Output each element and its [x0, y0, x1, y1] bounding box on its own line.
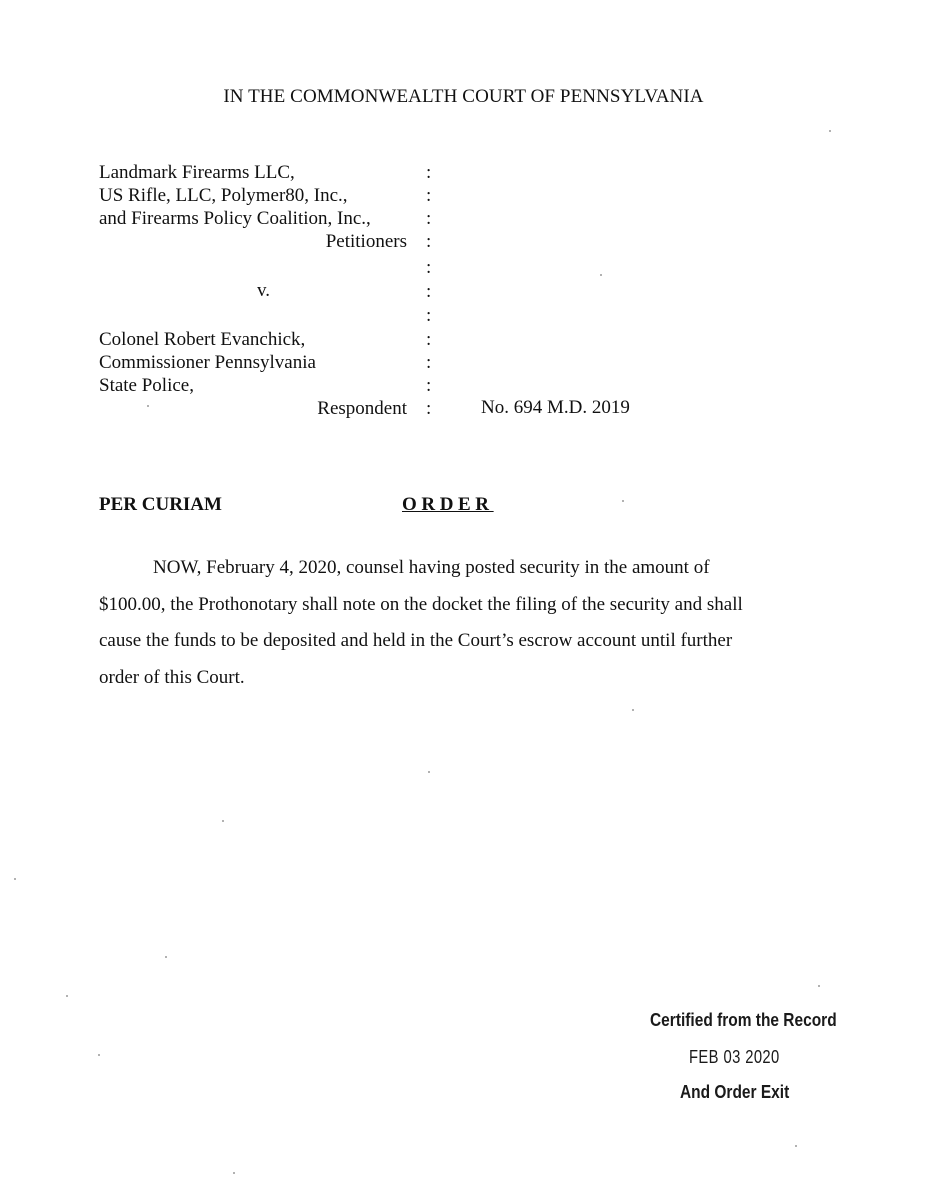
scan-speck — [818, 985, 820, 987]
caption-separator: : — [426, 281, 432, 302]
scan-speck — [147, 405, 149, 407]
scan-speck — [222, 820, 224, 822]
scan-speck — [14, 878, 16, 880]
docket-number: No. 694 M.D. 2019 — [481, 397, 630, 418]
respondent-line-3: State Police, — [99, 375, 194, 396]
petitioner-line-1: Landmark Firearms LLC, — [99, 162, 295, 183]
scan-speck — [622, 500, 624, 502]
scan-speck — [632, 709, 634, 711]
order-body-line: cause the funds to be deposited and held in the Court’s escrow account until further — [99, 630, 733, 651]
respondent-role: Respondent — [317, 398, 407, 419]
certified-stamp-date: FEB 03 2020 — [689, 1047, 780, 1067]
caption-separator: : — [426, 208, 432, 229]
caption-separator: : — [426, 375, 432, 396]
caption-separator: : — [426, 398, 432, 419]
caption-separator: : — [426, 257, 432, 278]
certified-stamp-exit: And Order Exit — [680, 1082, 790, 1102]
order-title: ORDER — [402, 494, 494, 515]
caption-separator: : — [426, 329, 432, 350]
certified-stamp-text: Certified from the Record — [650, 1010, 837, 1030]
order-body-line: $100.00, the Prothonotary shall note on the docket the filing of the security and shall — [99, 593, 743, 615]
caption-separator: : — [426, 352, 432, 373]
caption-separator: : — [426, 231, 432, 252]
petitioners-role: Petitioners — [325, 231, 407, 252]
scan-speck — [233, 1172, 235, 1174]
caption-separator: : — [426, 162, 432, 183]
order-body-line: NOW, February 4, 2020, counsel having posted security in the amount of — [153, 557, 710, 578]
petitioner-line-3: and Firearms Policy Coalition, Inc., — [99, 208, 371, 229]
scan-speck — [98, 1054, 100, 1056]
court-header: IN THE COMMONWEALTH COURT OF PENNSYLVANIA — [223, 86, 704, 107]
per-curiam-label: PER CURIAM — [99, 494, 222, 515]
scan-speck — [829, 130, 831, 132]
scan-speck — [600, 274, 602, 276]
versus: v. — [257, 280, 271, 301]
scan-speck — [795, 1145, 797, 1147]
order-body — [99, 550, 819, 696]
scan-speck — [66, 995, 68, 997]
caption-separator: : — [426, 185, 432, 206]
scan-speck — [165, 956, 167, 958]
scan-speck — [428, 771, 430, 773]
petitioner-line-2: US Rifle, LLC, Polymer80, Inc., — [99, 185, 348, 206]
respondent-line-1: Colonel Robert Evanchick, — [99, 329, 306, 350]
respondent-line-2: Commissioner Pennsylvania — [99, 352, 316, 373]
order-body-line: order of this Court. — [99, 666, 245, 688]
caption-separator: : — [426, 305, 432, 326]
